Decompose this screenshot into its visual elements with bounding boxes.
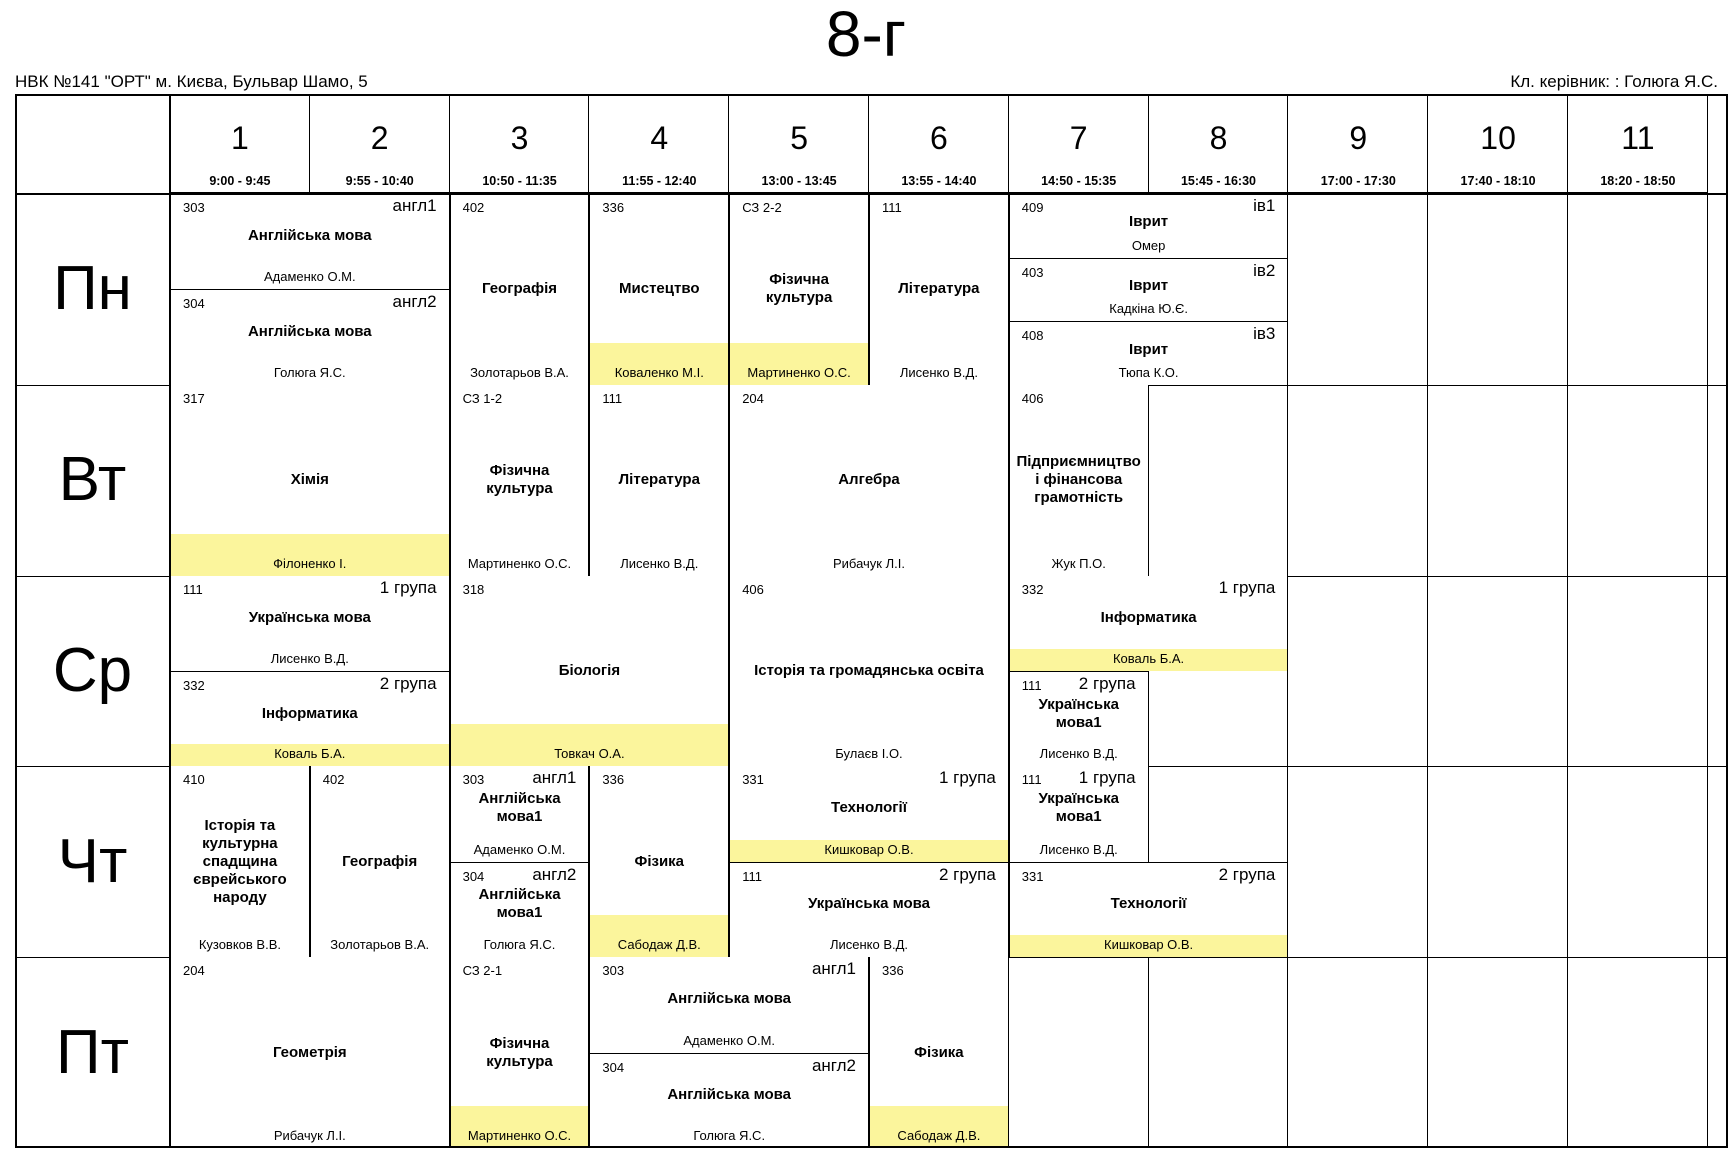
room-number: 408 (1021, 328, 1044, 344)
subject-name: Фізична культура (765, 271, 833, 307)
lesson-cell[interactable] (729, 766, 1009, 861)
period-header (170, 94, 310, 194)
room-number: 332 (1021, 581, 1044, 597)
subject-name: Геометрія (272, 1043, 347, 1061)
group-label: ів2 (1253, 260, 1276, 280)
subject-name: Англійська мова (247, 322, 372, 340)
lesson-cell[interactable] (170, 576, 450, 671)
period-header (1149, 94, 1289, 194)
subject-name: Інформатика (1100, 608, 1197, 626)
teacher-name: Золотарьов В.А. (330, 937, 430, 953)
subject-name: Українська мова (248, 608, 371, 626)
teacher-name: Лисенко В.Д. (829, 937, 909, 953)
room-number: 403 (1021, 264, 1044, 280)
period-header (1428, 94, 1568, 194)
group-label: англ1 (392, 196, 437, 215)
grid-line (1427, 94, 1428, 1148)
group-label: англ1 (811, 959, 856, 979)
teacher-name: Голюга Я.С. (483, 937, 556, 953)
class-teacher: Кл. керівник: : Голюга Я.С. (1510, 72, 1718, 91)
period-number: 5 (790, 120, 808, 156)
group-label: 1 група (1078, 768, 1136, 788)
period-time: 17:40 - 18:10 (1460, 174, 1536, 188)
lesson-cell[interactable] (450, 576, 730, 767)
timetable-grid (15, 94, 1728, 1148)
teacher-name: Кишковар О.В. (1104, 937, 1194, 953)
room-number: 331 (1021, 868, 1044, 884)
lesson-cell[interactable] (1009, 862, 1289, 957)
subject-name: Історія та громадянська освіта (754, 661, 984, 679)
period-number: 9 (1349, 120, 1368, 156)
room-number: 303 (462, 772, 485, 788)
page-title: 8-г (825, 0, 907, 70)
teacher-name: Адаменко О.М. (683, 1032, 776, 1048)
lesson-cell[interactable] (1009, 321, 1289, 385)
lesson-cell[interactable] (729, 385, 1009, 576)
period-header (1288, 94, 1428, 194)
lesson-cell[interactable] (1009, 576, 1289, 671)
subject-name: Історія та культурна спадщина єврейського народу (193, 816, 287, 906)
period-number: 10 (1480, 120, 1516, 156)
subject-name: Інформатика (261, 704, 358, 722)
period-time: 9:00 - 9:45 (209, 174, 271, 188)
teacher-name: Коваль Б.А. (274, 746, 346, 762)
teacher-name: Рибачук Л.І. (273, 1127, 346, 1143)
header-separator (15, 193, 1728, 195)
subject-name: Іврит (1129, 277, 1169, 295)
lesson-cell[interactable] (170, 671, 450, 766)
group-label: 1 група (379, 577, 437, 597)
period-number: 3 (510, 120, 529, 156)
day-column-separator (169, 94, 171, 1148)
subject-name: Технології (831, 799, 907, 817)
subject-name: Українська мова1 (1038, 790, 1119, 826)
teacher-name: Голюга Я.С. (693, 1127, 766, 1143)
teacher-name: Кишковар О.В. (824, 841, 914, 857)
lesson-cell[interactable] (310, 766, 450, 957)
room-number: 111 (1021, 678, 1042, 693)
period-number: 7 (1069, 120, 1088, 156)
subject-name: Підприємництво і фінансова грамотність (1016, 453, 1141, 507)
teacher-name: Мартиненко О.С. (467, 1127, 572, 1143)
day-label: Чт (57, 826, 128, 896)
teacher-name: Омер (1131, 237, 1166, 253)
teacher-name: Золотарьов В.А. (470, 364, 569, 380)
lesson-cell[interactable] (589, 385, 729, 576)
room-number: 402 (462, 200, 485, 215)
lesson-cell[interactable] (170, 385, 450, 576)
lesson-cell[interactable] (729, 576, 1009, 767)
teacher-name: Лисенко В.Д. (899, 364, 978, 380)
teacher-name: Кадкіна Ю.Є. (1109, 301, 1188, 317)
room-number: 410 (183, 772, 205, 788)
lesson-cell[interactable] (1009, 671, 1149, 766)
group-label: ів3 (1253, 324, 1276, 344)
group-label: 1 група (938, 768, 996, 788)
teacher-name: Лисенко В.Д. (1039, 746, 1118, 762)
lesson-cell[interactable] (1009, 766, 1149, 861)
period-number: 2 (370, 120, 389, 156)
lesson-cell[interactable] (170, 194, 450, 289)
room-number: СЗ 2-2 (742, 200, 782, 215)
teacher-name: Тюпа К.О. (1118, 364, 1179, 380)
teacher-name: Коваленко М.І. (614, 364, 704, 380)
room-number: СЗ 1-2 (462, 390, 503, 406)
subject-name: Фізика (634, 852, 685, 870)
lesson-cell[interactable] (450, 194, 590, 385)
period-number: 1 (231, 120, 249, 156)
lesson-cell[interactable] (869, 194, 1009, 385)
teacher-name: Жук П.О. (1051, 555, 1106, 571)
subject-name: Фізична культура (486, 462, 553, 498)
subject-name: Іврит (1129, 340, 1169, 358)
teacher-name: Коваль Б.А. (1112, 650, 1185, 666)
subject-name: Англійська мова (247, 226, 372, 244)
room-number: 303 (602, 963, 625, 979)
lesson-cell[interactable] (589, 957, 869, 1052)
period-number: 8 (1209, 120, 1228, 156)
subject-name: Українська мова1 (1038, 695, 1119, 731)
lesson-cell[interactable] (450, 862, 590, 957)
lesson-cell[interactable] (869, 957, 1009, 1148)
subject-name: Англійська мова1 (478, 886, 561, 922)
period-number: 11 (1621, 120, 1655, 156)
subject-name: Біологія (558, 661, 621, 679)
subject-name: Англійська мова (667, 1086, 792, 1104)
lesson-cell[interactable] (1009, 258, 1289, 322)
room-number: 406 (742, 581, 764, 597)
lesson-cell[interactable] (729, 194, 869, 385)
period-number: 4 (650, 120, 669, 156)
period-time: 10:50 - 11:35 (482, 174, 557, 188)
day-row-label (15, 576, 170, 767)
period-time: 11:55 - 12:40 (622, 174, 697, 188)
lesson-cell[interactable] (589, 1053, 869, 1148)
room-number: 111 (602, 390, 623, 406)
teacher-name: Рибачук Л.І. (833, 555, 905, 571)
lesson-cell[interactable] (1009, 385, 1149, 576)
room-number: 111 (742, 868, 762, 884)
subject-name: Алгебра (838, 471, 900, 489)
period-time: 18:20 - 18:50 (1600, 174, 1676, 188)
teacher-name: Мартиненко О.С. (747, 364, 851, 380)
day-label: Ср (52, 635, 133, 705)
subject-name: Географія (342, 852, 418, 870)
group-label: англ2 (392, 292, 437, 312)
teacher-name: Булаєв І.О. (835, 746, 903, 762)
room-number: 317 (183, 390, 205, 406)
day-row-label (15, 766, 170, 957)
grid-line (1707, 94, 1708, 1148)
period-header (450, 94, 590, 194)
group-label: англ2 (811, 1055, 856, 1075)
period-time: 14:50 - 15:35 (1041, 174, 1117, 188)
subject-name: Фізична культура (486, 1034, 553, 1070)
subject-name: Українська мова (807, 895, 931, 913)
subject-name: Англійська мова (667, 990, 792, 1008)
room-number: 204 (183, 963, 205, 979)
period-time: 9:55 - 10:40 (345, 174, 414, 188)
lesson-cell[interactable] (1009, 194, 1289, 258)
period-time: 13:00 - 13:45 (761, 174, 837, 188)
lesson-cell[interactable] (589, 766, 729, 957)
day-label: Вт (58, 445, 127, 515)
subject-name: Іврит (1129, 212, 1169, 230)
room-number: 111 (882, 200, 902, 215)
group-label: ів1 (1253, 196, 1276, 215)
day-row-label (15, 385, 170, 576)
period-header (589, 94, 729, 194)
room-number: 409 (1021, 200, 1044, 215)
room-number: 111 (183, 581, 203, 597)
room-number: 336 (602, 200, 625, 215)
teacher-name: Голюга Я.С. (273, 364, 346, 380)
subject-name: Література (618, 471, 700, 489)
subject-name: Технології (1110, 895, 1187, 913)
teacher-name: Лисенко В.Д. (620, 555, 699, 571)
teacher-name: Адаменко О.М. (473, 841, 566, 857)
group-label: 2 група (1218, 864, 1276, 884)
period-time: 17:00 - 17:30 (1320, 174, 1396, 188)
teacher-name: Лисенко В.Д. (1039, 841, 1118, 857)
room-number: 304 (602, 1059, 625, 1075)
period-header (1568, 94, 1708, 194)
teacher-name: Кузовков В.В. (198, 937, 281, 953)
room-number: 318 (462, 581, 485, 597)
school-name: НВК №141 "ОРТ" м. Києва, Бульвар Шамо, 5 (15, 72, 368, 91)
period-time: 13:55 - 14:40 (901, 174, 977, 188)
room-number: СЗ 2-1 (462, 963, 503, 979)
lesson-cell[interactable] (729, 862, 1009, 957)
room-number: 304 (183, 296, 205, 312)
subject-name: Фізика (914, 1043, 964, 1061)
subject-name: Англійська мова1 (478, 790, 561, 826)
room-number: 336 (602, 772, 625, 788)
group-label: англ2 (532, 864, 577, 884)
group-label: англ1 (532, 768, 577, 788)
lesson-cell[interactable] (170, 957, 450, 1148)
day-label: Пт (56, 1017, 129, 1087)
group-label: 2 група (379, 674, 437, 693)
room-number: 304 (462, 868, 485, 884)
teacher-name: Мартиненко О.С. (467, 555, 572, 571)
day-row-label (15, 957, 170, 1148)
group-label: 1 група (1218, 577, 1276, 597)
subject-name: Хімія (290, 471, 329, 489)
teacher-name: Адаменко О.М. (263, 269, 356, 285)
subject-name: Література (898, 280, 980, 298)
teacher-name: Сабодаж Д.В. (897, 1127, 981, 1143)
subject-name: Мистецтво (619, 280, 700, 298)
lesson-cell[interactable] (589, 194, 729, 385)
lesson-cell[interactable] (450, 957, 590, 1148)
period-time: 15:45 - 16:30 (1180, 174, 1257, 188)
day-label: Пн (53, 254, 132, 324)
room-number: 331 (742, 772, 764, 788)
period-header (729, 94, 869, 194)
period-number: 6 (930, 120, 948, 156)
day-row-label (15, 194, 170, 385)
room-number: 336 (882, 963, 904, 979)
room-number: 402 (322, 772, 345, 788)
teacher-name: Товкач О.А. (554, 746, 625, 762)
subject-name: Географія (481, 280, 558, 298)
room-number: 111 (1021, 772, 1042, 788)
room-number: 204 (742, 390, 764, 406)
teacher-name: Філоненко І. (273, 555, 347, 571)
lesson-cell[interactable] (450, 766, 590, 861)
period-header (1009, 94, 1149, 194)
teacher-name: Лисенко В.Д. (270, 650, 349, 666)
room-number: 332 (183, 678, 205, 693)
period-header (869, 94, 1009, 194)
grid-line (1567, 94, 1568, 1148)
lesson-cell[interactable] (170, 766, 310, 957)
group-label: 2 група (1078, 674, 1136, 693)
lesson-cell[interactable] (170, 289, 450, 384)
period-header (310, 94, 450, 194)
group-label: 2 група (938, 864, 996, 884)
room-number: 406 (1021, 390, 1044, 406)
lesson-cell[interactable] (450, 385, 590, 576)
room-number: 303 (183, 200, 205, 215)
teacher-name: Сабодаж Д.В. (617, 937, 701, 953)
